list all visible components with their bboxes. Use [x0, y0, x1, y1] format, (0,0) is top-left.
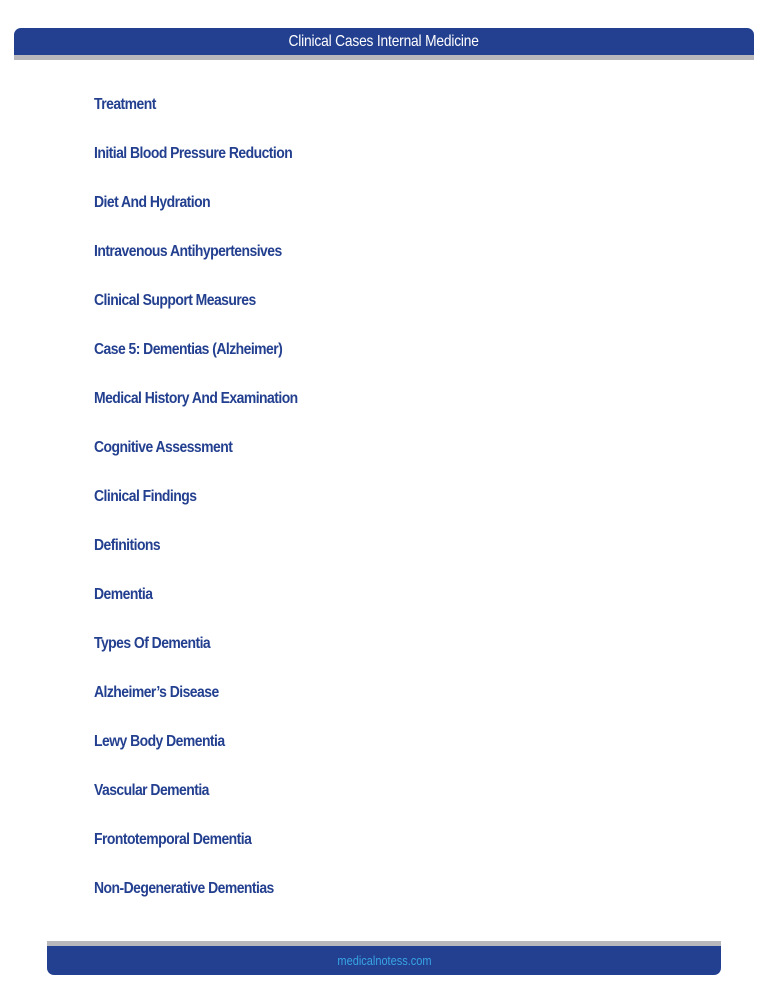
toc-item-frontotemporal-dementia[interactable]: Frontotemporal Dementia — [94, 831, 252, 848]
toc-item-cognitive-assessment[interactable]: Cognitive Assessment — [94, 439, 233, 456]
toc-item-intravenous-antihypertensives[interactable]: Intravenous Antihypertensives — [94, 243, 282, 260]
toc-item-case-5-dementias[interactable]: Case 5: Dementias (Alzheimer) — [94, 341, 283, 358]
toc-item-initial-blood-pressure-reduction[interactable]: Initial Blood Pressure Reduction — [94, 145, 293, 162]
footer-bar — [47, 946, 721, 975]
toc-item-medical-history-and-examination[interactable]: Medical History And Examination — [94, 390, 298, 407]
toc-item-diet-and-hydration[interactable]: Diet And Hydration — [94, 194, 211, 211]
header-divider — [14, 55, 754, 60]
header-bar — [14, 28, 754, 55]
toc-item-lewy-body-dementia[interactable]: Lewy Body Dementia — [94, 733, 225, 750]
toc-item-clinical-findings[interactable]: Clinical Findings — [94, 488, 197, 505]
page-header-title: Clinical Cases Internal Medicine — [288, 32, 480, 50]
toc-item-dementia[interactable]: Dementia — [94, 586, 153, 603]
toc-item-alzheimers-disease[interactable]: Alzheimer’s Disease — [94, 684, 219, 701]
table-of-contents — [94, 91, 320, 924]
toc-item-non-degenerative-dementias[interactable]: Non-Degenerative Dementias — [94, 880, 274, 897]
toc-item-definitions[interactable]: Definitions — [94, 537, 161, 554]
toc-item-vascular-dementia[interactable]: Vascular Dementia — [94, 782, 209, 799]
toc-item-treatment[interactable]: Treatment — [94, 96, 156, 113]
footer-site-link[interactable]: medicalnotess.com — [336, 953, 432, 968]
toc-item-types-of-dementia[interactable]: Types Of Dementia — [94, 635, 211, 652]
toc-item-clinical-support-measures[interactable]: Clinical Support Measures — [94, 292, 256, 309]
